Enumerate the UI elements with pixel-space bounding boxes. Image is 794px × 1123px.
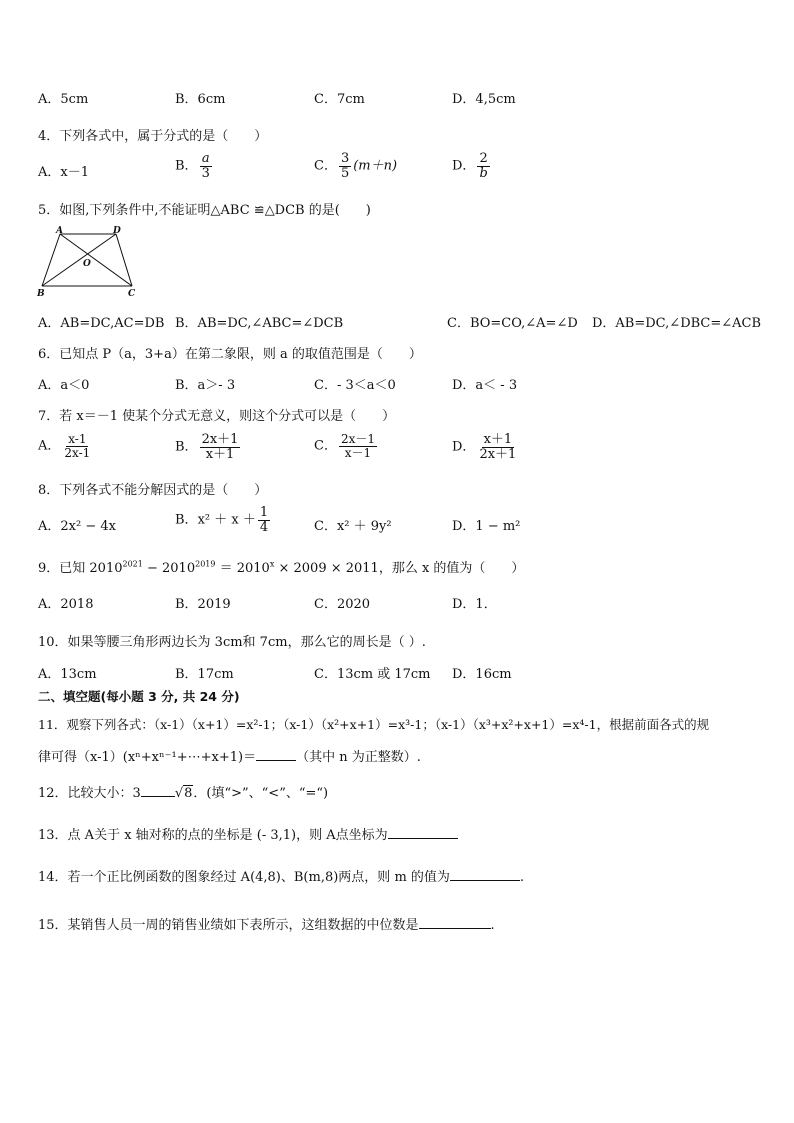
q8-option-b	[175, 506, 272, 534]
answer-blank[interactable]	[388, 826, 458, 839]
radicand: 8	[184, 786, 193, 801]
q6-option-a: A．a＜0	[38, 378, 90, 393]
fraction	[477, 433, 518, 461]
option-label: D．	[452, 158, 476, 174]
exponent: 2019	[195, 559, 216, 569]
numerator: x＋1	[483, 432, 513, 447]
expression: x² ＋ x ＋	[197, 512, 256, 528]
answer-blank[interactable]	[141, 784, 175, 797]
exponent: 2021	[122, 559, 143, 569]
q8-option-c: C．x² ＋ 9y²	[314, 519, 392, 534]
q13-stem	[38, 824, 458, 843]
q5-option-a: A．AB=DC,AC=DB	[38, 316, 165, 331]
fraction	[477, 152, 489, 180]
q7-option-d	[452, 433, 520, 461]
stem-text: 15．某销售人员一周的销售业绩如下表所示，这组数据的中位数是	[38, 918, 419, 933]
q5-stem: 5．如图,下列条件中,不能证明△ABC ≌△DCB 的是( )	[38, 203, 371, 218]
q4-option-c	[314, 152, 397, 180]
q12-stem	[38, 782, 328, 801]
option-label: A．	[38, 438, 61, 454]
label-b: B	[37, 289, 45, 298]
stem-text: .	[519, 870, 525, 885]
q9-option-a: A．2018	[38, 597, 94, 612]
label-o: O	[83, 259, 91, 269]
denominator: 5	[340, 165, 350, 181]
q5-option-b: B．AB=DC,∠ABC=∠DCB	[175, 316, 344, 331]
q10-stem: 10．如果等腰三角形两边长为 3cm和 7cm，那么它的周长是（ ）.	[38, 635, 426, 650]
denominator: b	[479, 165, 488, 181]
numerator: 2	[479, 151, 488, 166]
numerator: x-1	[68, 432, 87, 446]
q8-option-d: D．1 − m²	[452, 519, 521, 534]
stem-text: ．(填“>”、“<”、“=“)	[193, 786, 329, 801]
q9-option-c: C．2020	[314, 597, 371, 612]
stem-text: 9．已知 2010	[38, 561, 123, 576]
option-label: C．	[314, 438, 337, 454]
q5-option-d: D．AB=DC,∠DBC=∠ACB	[592, 316, 762, 331]
q10-option-c: C．13cm 或 17cm	[314, 667, 431, 682]
label-c: C	[128, 289, 136, 298]
exponent: x	[269, 559, 275, 569]
denominator: 2x-1	[64, 445, 91, 460]
option-label: B．	[175, 158, 198, 174]
denominator: 3	[201, 165, 210, 181]
numerator: 2x－1	[340, 432, 375, 446]
q5-option-c: C．BO=CO,∠A=∠D	[447, 316, 578, 331]
q10-option-a: A．13cm	[38, 667, 97, 682]
fraction	[200, 433, 241, 461]
section-title: 二、填空题(每小题 3 分, 共 24 分)	[38, 689, 240, 704]
radical-icon: √	[174, 786, 184, 801]
label-d: D	[113, 226, 121, 236]
q4-option-d	[452, 152, 492, 180]
expression: (m＋n)	[353, 158, 398, 174]
numerator: a	[201, 151, 210, 166]
q4-option-b	[175, 152, 214, 180]
q11-line1: 11．观察下列各式：（x-1）（x+1）=x²-1；（x-1）（x²+x+1）=x³-1；（x-1）（x³+x²+x+1）=x⁴-1，根据前面各式的规	[38, 717, 710, 732]
label-a: A	[56, 226, 63, 236]
stem-text: ＝ 2010	[215, 561, 270, 576]
q7-stem: 7．若 x＝－1 使某个分式无意义，则这个分式可以是（ ）	[38, 409, 396, 424]
numerator: 3	[340, 151, 350, 166]
denominator: 2x＋1	[479, 446, 517, 462]
q6-stem: 6．已知点 P（a，3+a）在第二象限，则 a 的取值范围是（ ）	[38, 347, 422, 362]
q10-option-d: D．16cm	[452, 667, 512, 682]
fraction	[258, 506, 270, 534]
q9-stem	[38, 557, 524, 576]
q6-option-d: D．a＜ - 3	[452, 378, 518, 393]
q4-option-a: A．x－1	[38, 165, 89, 180]
q7-option-a	[38, 433, 94, 459]
option-label: C．	[314, 158, 337, 174]
stem-text: 律可得（x-1）(xⁿ+xⁿ⁻¹+⋯+x+1)＝	[38, 750, 257, 765]
option-label: B．	[175, 439, 198, 455]
stem-text: 14．若一个正比例函数的图象经过 A(4,8)、B(m,8)两点，则 m 的值为	[38, 870, 450, 885]
q15-stem	[38, 914, 495, 933]
denominator: 4	[259, 519, 269, 535]
sqrt-expression	[175, 786, 194, 801]
numerator: 2x＋1	[201, 432, 239, 447]
q10-option-b: B．17cm	[175, 667, 234, 682]
q3-option-b: B．6cm	[175, 92, 226, 107]
stem-text: 12．比较大小：3	[38, 786, 141, 801]
numerator: 1	[259, 505, 269, 520]
stem-text: .	[490, 918, 495, 933]
q11-line2	[38, 746, 421, 765]
q9-option-d: D．1．	[452, 597, 497, 612]
answer-blank[interactable]	[256, 748, 296, 761]
stem-text: − 2010	[142, 561, 196, 576]
trapezoid-figure	[36, 226, 146, 298]
stem-text: × 2009 × 2011，那么 x 的值为（ ）	[274, 561, 525, 576]
q6-option-c: C．- 3＜a＜0	[314, 378, 396, 393]
denominator: x－1	[344, 445, 372, 460]
q3-option-d: D．4,5cm	[452, 92, 516, 107]
answer-blank[interactable]	[450, 868, 520, 881]
fraction	[339, 152, 351, 180]
q14-stem	[38, 866, 524, 885]
q8-option-a: A．2x² − 4x	[38, 519, 116, 534]
option-label: D．	[452, 439, 476, 455]
q9-option-b: B．2019	[175, 597, 231, 612]
q7-option-b	[175, 433, 242, 461]
q3-option-a: A．5cm	[38, 92, 89, 107]
option-label: B．	[175, 512, 198, 528]
q4-stem: 4．下列各式中，属于分式的是（ ）	[38, 129, 268, 144]
fraction	[200, 152, 212, 180]
q6-option-b: B．a＞- 3	[175, 378, 236, 393]
denominator: x＋1	[205, 446, 235, 462]
stem-text: （其中 n 为正整数）.	[296, 750, 421, 765]
answer-blank[interactable]	[419, 916, 491, 929]
q3-option-c: C．7cm	[314, 92, 365, 107]
q8-stem: 8．下列各式不能分解因式的是（ ）	[38, 483, 268, 498]
fraction	[339, 433, 377, 459]
stem-text: 13．点 A关于 x 轴对称的点的坐标是 (- 3,1)，则 A点坐标为	[38, 828, 388, 843]
fraction	[62, 433, 92, 459]
q7-option-c	[314, 433, 379, 459]
